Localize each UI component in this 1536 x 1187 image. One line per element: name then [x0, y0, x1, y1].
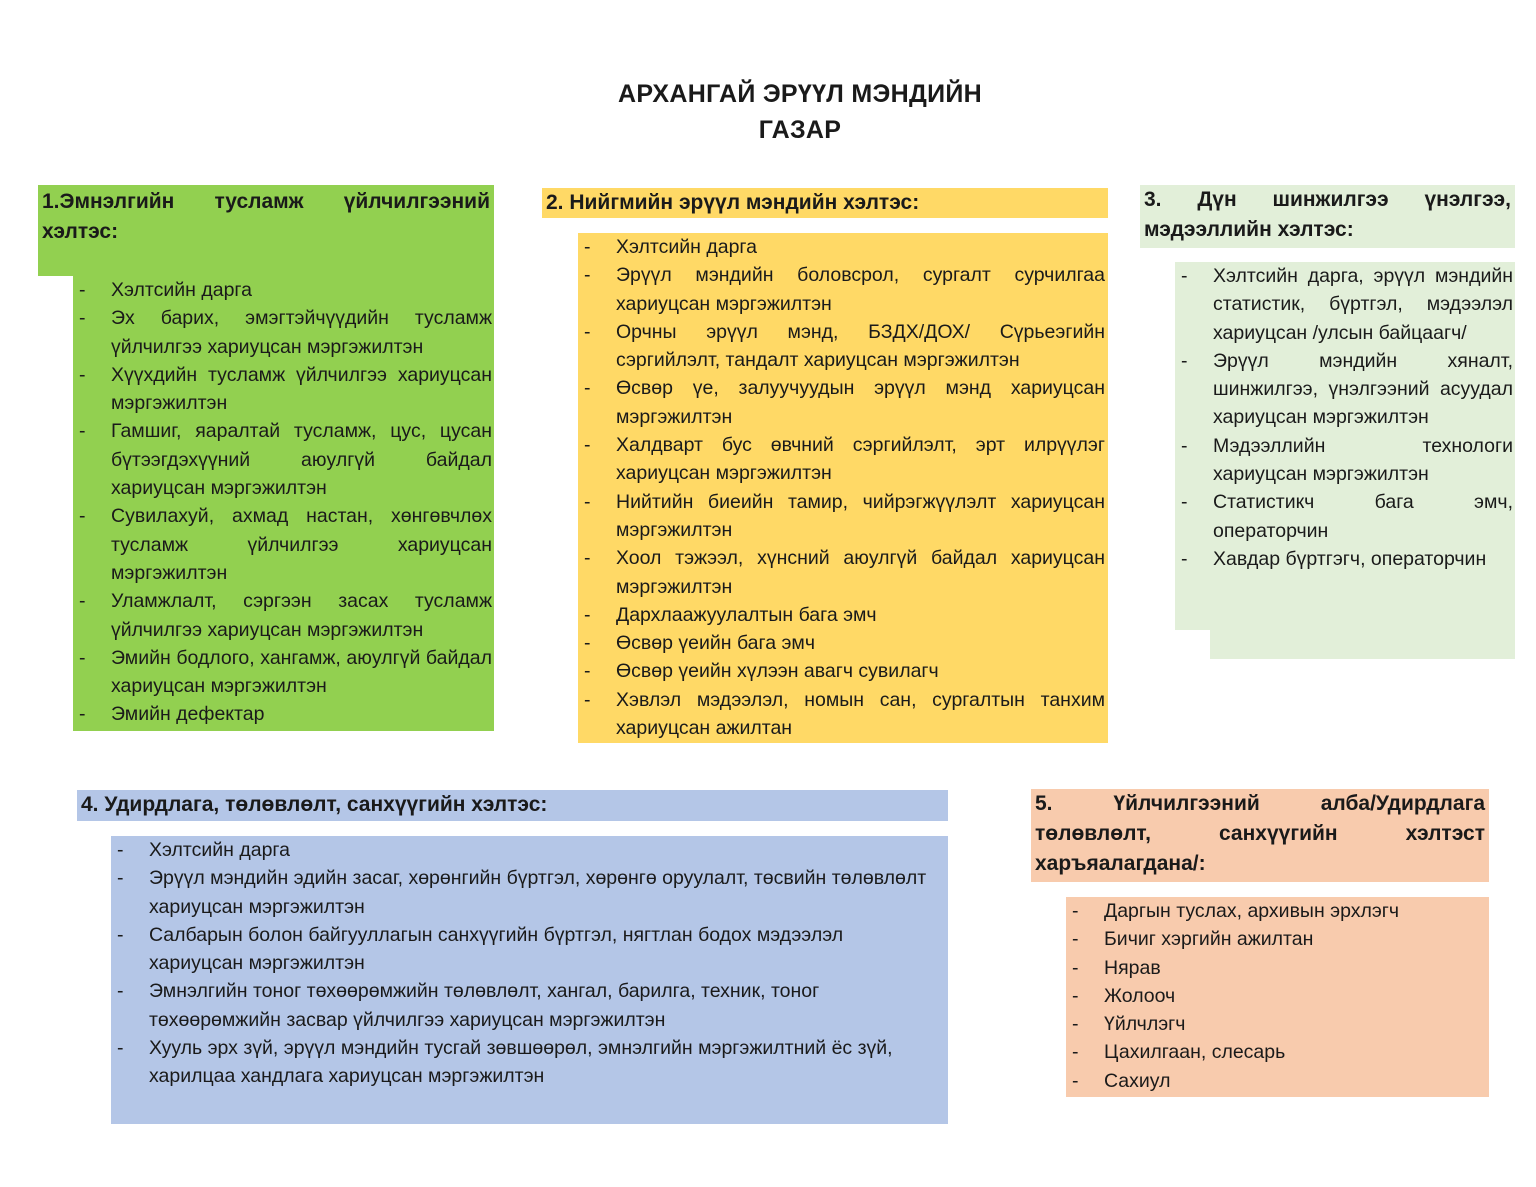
list-item: - Өсвөр үеийн хүлээн авагч сувилагч	[578, 657, 1105, 685]
list-item: - Нярав	[1066, 954, 1489, 982]
list-item: - Өсвөр үе, залуучуудын эрүүл мэнд хариуцсан мэргэжилтэн	[578, 374, 1105, 431]
page-title-line-1: АРХАНГАЙ ЭРҮҮЛ МЭНДИЙН	[618, 80, 982, 108]
list-item: - Өсвөр үеийн бага эмч	[578, 629, 1105, 657]
list-item: - Хэлтсийн дарга, эрүүл мэндийн статистик, бүртгэл, мэдээлэл хариуцсан /улсын байцаагч/	[1175, 262, 1513, 347]
section-2-list	[578, 233, 1108, 743]
section-4-list	[111, 836, 948, 1124]
list-item: - Даргын туслах, архивын эрхлэгч	[1066, 897, 1489, 925]
list-item: - Жолооч	[1066, 982, 1489, 1010]
page-title	[500, 76, 1100, 148]
list-item: - Хэлтсийн дарга	[111, 836, 928, 864]
list-item: - Хэвлэл мэдээлэл, номын сан, сургалтын танхим хариуцсан ажилтан	[578, 686, 1105, 743]
list-item: - Эрүүл мэндийн боловсрол, сургалт сурчилгаа хариуцсан мэргэжилтэн	[578, 261, 1105, 318]
list-item: - Халдварт бус өвчний сэргийлэлт, эрт илрүүлэг хариуцсан мэргэжилтэн	[578, 431, 1105, 488]
section-3-tail	[1210, 630, 1515, 659]
list-item: - Гамшиг, яаралтай тусламж, цус, цусан бүтээгдэхүүний аюулгүй байдал хариуцсан мэргэжилтэн	[73, 417, 492, 502]
page-title-line-2: ГАЗАР	[758, 116, 842, 144]
list-item: - Хоол тэжээл, хүнсний аюулгүй байдал хариуцсан мэргэжилтэн	[578, 544, 1105, 601]
list-item: - Хавдар бүртгэгч, операторчин	[1175, 545, 1513, 573]
list-item: - Эрүүл мэндийн эдийн засаг, хөрөнгийн бүртгэл, хөрөнгө оруулалт, төсвийн төлөвлөлт хариуцсан мэргэжилтэн	[111, 864, 928, 921]
section-2-header	[542, 188, 1108, 218]
list-item: - Нийтийн биеийн тамир, чийрэгжүүлэлт хариуцсан мэргэжилтэн	[578, 488, 1105, 545]
section-1-list	[73, 276, 494, 731]
list-item: - Статистикч бага эмч, операторчин	[1175, 488, 1513, 545]
list-item: - Хэлтсийн дарга	[578, 233, 1105, 261]
list-item: - Хэлтсийн дарга	[73, 276, 492, 304]
section-3-list	[1175, 262, 1515, 630]
list-item: - Салбарын болон байгууллагын санхүүгийн бүртгэл, нягтлан бодох мэдээлэл хариуцсан мэргэжилтэн	[111, 921, 928, 978]
section-1-header	[38, 185, 494, 276]
section-3-header	[1140, 185, 1515, 248]
list-item: - Дархлаажуулалтын бага эмч	[578, 601, 1105, 629]
section-1-title: 1.Эмнэлгийн тусламж үйлчилгээний хэлтэс:	[42, 190, 490, 243]
list-item: - Хууль эрх зүй, эрүүл мэндийн тусгай зөвшөөрөл, эмнэлгийн мэргэжилтний ёс зүй, харилцаа хандлага хариуцсан мэргэжилтэн	[111, 1034, 928, 1091]
list-item: - Бичиг хэргийн ажилтан	[1066, 925, 1489, 953]
list-item: - Эх барих, эмэгтэйчүүдийн тусламж үйлчилгээ хариуцсан мэргэжилтэн	[73, 304, 492, 361]
list-item: - Сахиул	[1066, 1067, 1489, 1095]
list-item: - Уламжлалт, сэргээн засах тусламж үйлчилгээ хариуцсан мэргэжилтэн	[73, 587, 492, 644]
list-item: - Сувилахуй, ахмад настан, хөнгөвчлөх тусламж үйлчилгээ хариуцсан мэргэжилтэн	[73, 502, 492, 587]
list-item: - Эмнэлгийн тоног төхөөрөмжийн төлөвлөлт, хангал, барилга, техник, тоног төхөөрөмжийн засвар үйлчилгээ хариуцсан мэргэжилтэн	[111, 977, 928, 1034]
list-item: - Орчны эрүүл мэнд, БЗДХ/ДОХ/ Сүрьеэгийн сэргийлэлт, тандалт хариуцсан мэргэжилтэн	[578, 318, 1105, 375]
section-4-title: 4. Удирдлага, төлөвлөлт, санхүүгийн хэлтэс:	[81, 793, 548, 816]
list-item: - Эмийн бодлого, хангамж, аюулгүй байдал хариуцсан мэргэжилтэн	[73, 644, 492, 701]
list-item: - Мэдээллийн технологи хариуцсан мэргэжилтэн	[1175, 432, 1513, 489]
list-item: - Эрүүл мэндийн хяналт, шинжилгээ, үнэлгээний асуудал хариуцсан мэргэжилтэн	[1175, 347, 1513, 432]
list-item: - Үйлчлэгч	[1066, 1010, 1489, 1038]
section-5-list	[1066, 897, 1489, 1097]
section-5-title: 5. Үйлчилгээний алба/Удирдлага төлөвлөлт, санхүүгийн хэлтэст харъяалагдана/:	[1035, 792, 1485, 875]
section-2-title: 2. Нийгмийн эрүүл мэндийн хэлтэс:	[546, 191, 920, 214]
list-item: - Хүүхдийн тусламж үйлчилгээ хариуцсан мэргэжилтэн	[73, 361, 492, 418]
list-item: - Цахилгаан, слесарь	[1066, 1038, 1489, 1066]
section-4-header	[77, 790, 948, 821]
section-5-header	[1031, 789, 1489, 882]
section-3-title: 3. Дүн шинжилгээ үнэлгээ, мэдээллийн хэлтэс:	[1144, 188, 1511, 241]
list-item: - Эмийн дефектар	[73, 700, 492, 728]
